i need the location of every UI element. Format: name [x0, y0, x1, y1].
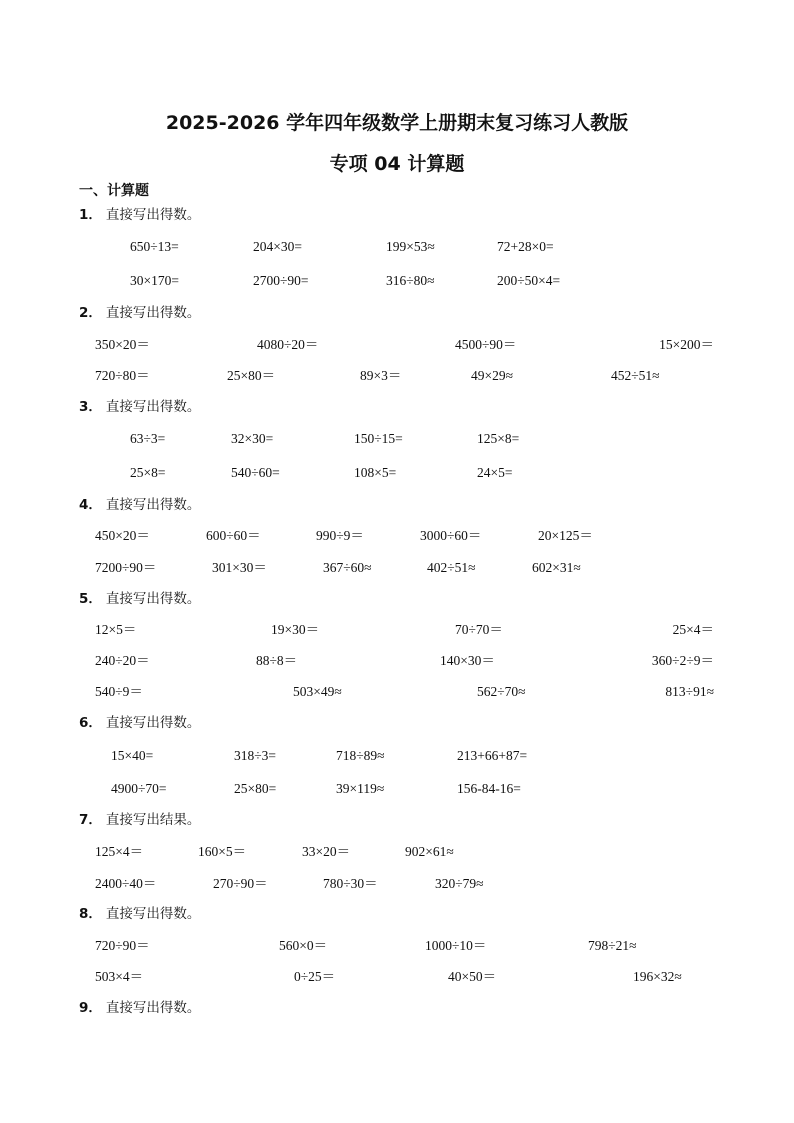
problem: 40×50＝	[448, 969, 497, 984]
problem: 503×49≈	[293, 684, 342, 699]
problem: 1000÷10＝	[425, 938, 487, 953]
problem: 20×125＝	[538, 528, 593, 543]
problem: 72+28×0=	[497, 239, 554, 254]
problem: 2700÷90=	[253, 273, 309, 288]
problem: 7200÷90＝	[95, 560, 157, 575]
problem: 452÷51≈	[611, 368, 660, 383]
problem: 4500÷90＝	[455, 337, 517, 352]
problem: 4080÷20＝	[257, 337, 319, 352]
problem: 301×30＝	[212, 560, 267, 575]
problem: 720÷90＝	[95, 938, 150, 953]
question-2-prompt: 2． 直接写出得数。	[79, 305, 201, 321]
problem: 140×30＝	[440, 653, 495, 668]
problem: 320÷79≈	[435, 876, 484, 891]
question-4-prompt: 4． 直接写出得数。	[79, 497, 201, 513]
question-7-prompt: 7． 直接写出结果。	[79, 812, 201, 828]
question-3-prompt: 3． 直接写出得数。	[79, 399, 201, 415]
problem: 24×5=	[477, 465, 513, 480]
page-subtitle: 专项 04 计算题	[329, 153, 465, 175]
problem: 240÷20＝	[95, 653, 150, 668]
problem: 12×5＝	[95, 622, 137, 637]
problem: 88÷8＝	[256, 653, 298, 668]
problem: 990÷9＝	[316, 528, 364, 543]
problem: 350×20＝	[95, 337, 150, 352]
section-heading: 一、计算题	[79, 183, 149, 199]
problem: 367÷60≈	[323, 560, 372, 575]
problem: 30×170=	[130, 273, 179, 288]
problem: 213+66+87=	[457, 748, 528, 763]
problem: 199×53≈	[386, 239, 435, 254]
question-9-prompt: 9． 直接写出得数。	[79, 1000, 201, 1016]
problem: 2400÷40＝	[95, 876, 157, 891]
problem: 813÷91≈	[665, 684, 714, 699]
problem: 718÷89≈	[336, 748, 385, 763]
problem: 25×80＝	[227, 368, 276, 383]
problem: 450×20＝	[95, 528, 150, 543]
question-8-prompt: 8． 直接写出得数。	[79, 906, 201, 922]
problem: 25×4＝	[672, 622, 714, 637]
problem: 402÷51≈	[427, 560, 476, 575]
problem: 600÷60＝	[206, 528, 261, 543]
problem: 270÷90＝	[213, 876, 268, 891]
problem: 33×20＝	[302, 844, 351, 859]
problem: 4900÷70=	[111, 781, 167, 796]
problem: 32×30=	[231, 431, 274, 446]
problem: 780÷30＝	[323, 876, 378, 891]
problem: 318÷3=	[234, 748, 277, 763]
problem: 0÷25＝	[294, 969, 336, 984]
problem: 25×80=	[234, 781, 277, 796]
problem: 25×8=	[130, 465, 166, 480]
problem: 540÷60=	[231, 465, 280, 480]
problem: 650÷13=	[130, 239, 179, 254]
problem: 108×5=	[354, 465, 397, 480]
problem: 720÷80＝	[95, 368, 150, 383]
problem: 540÷9＝	[95, 684, 143, 699]
problem: 316÷80≈	[386, 273, 435, 288]
problem: 39×119≈	[336, 781, 385, 796]
problem: 19×30＝	[271, 622, 320, 637]
problem: 15×40=	[111, 748, 154, 763]
problem: 200÷50×4=	[497, 273, 561, 288]
problem: 3000÷60＝	[420, 528, 482, 543]
problem: 49×29≈	[471, 368, 514, 383]
problem: 156-84-16=	[457, 781, 521, 796]
problem: 902×61≈	[405, 844, 454, 859]
problem: 360÷2÷9＝	[651, 653, 714, 668]
page-title: 2025-2026 学年四年级数学上册期末复习练习人教版	[165, 112, 629, 134]
problem: 89×3＝	[360, 368, 402, 383]
problem: 15×200＝	[659, 337, 714, 352]
problem: 204×30=	[253, 239, 302, 254]
problem: 70÷70＝	[455, 622, 503, 637]
problem: 160×5＝	[198, 844, 247, 859]
problem: 562÷70≈	[477, 684, 526, 699]
problem: 63÷3=	[130, 431, 166, 446]
problem: 125×8=	[477, 431, 520, 446]
question-1-prompt: 1． 直接写出得数。	[79, 207, 201, 223]
question-6-prompt: 6． 直接写出得数。	[79, 715, 201, 731]
problem: 196×32≈	[633, 969, 682, 984]
problem: 125×4＝	[95, 844, 144, 859]
problem: 503×4＝	[95, 969, 144, 984]
problem: 150÷15=	[354, 431, 403, 446]
problem: 602×31≈	[532, 560, 581, 575]
question-5-prompt: 5． 直接写出得数。	[79, 591, 201, 607]
problem: 560×0＝	[279, 938, 328, 953]
problem: 798÷21≈	[588, 938, 637, 953]
